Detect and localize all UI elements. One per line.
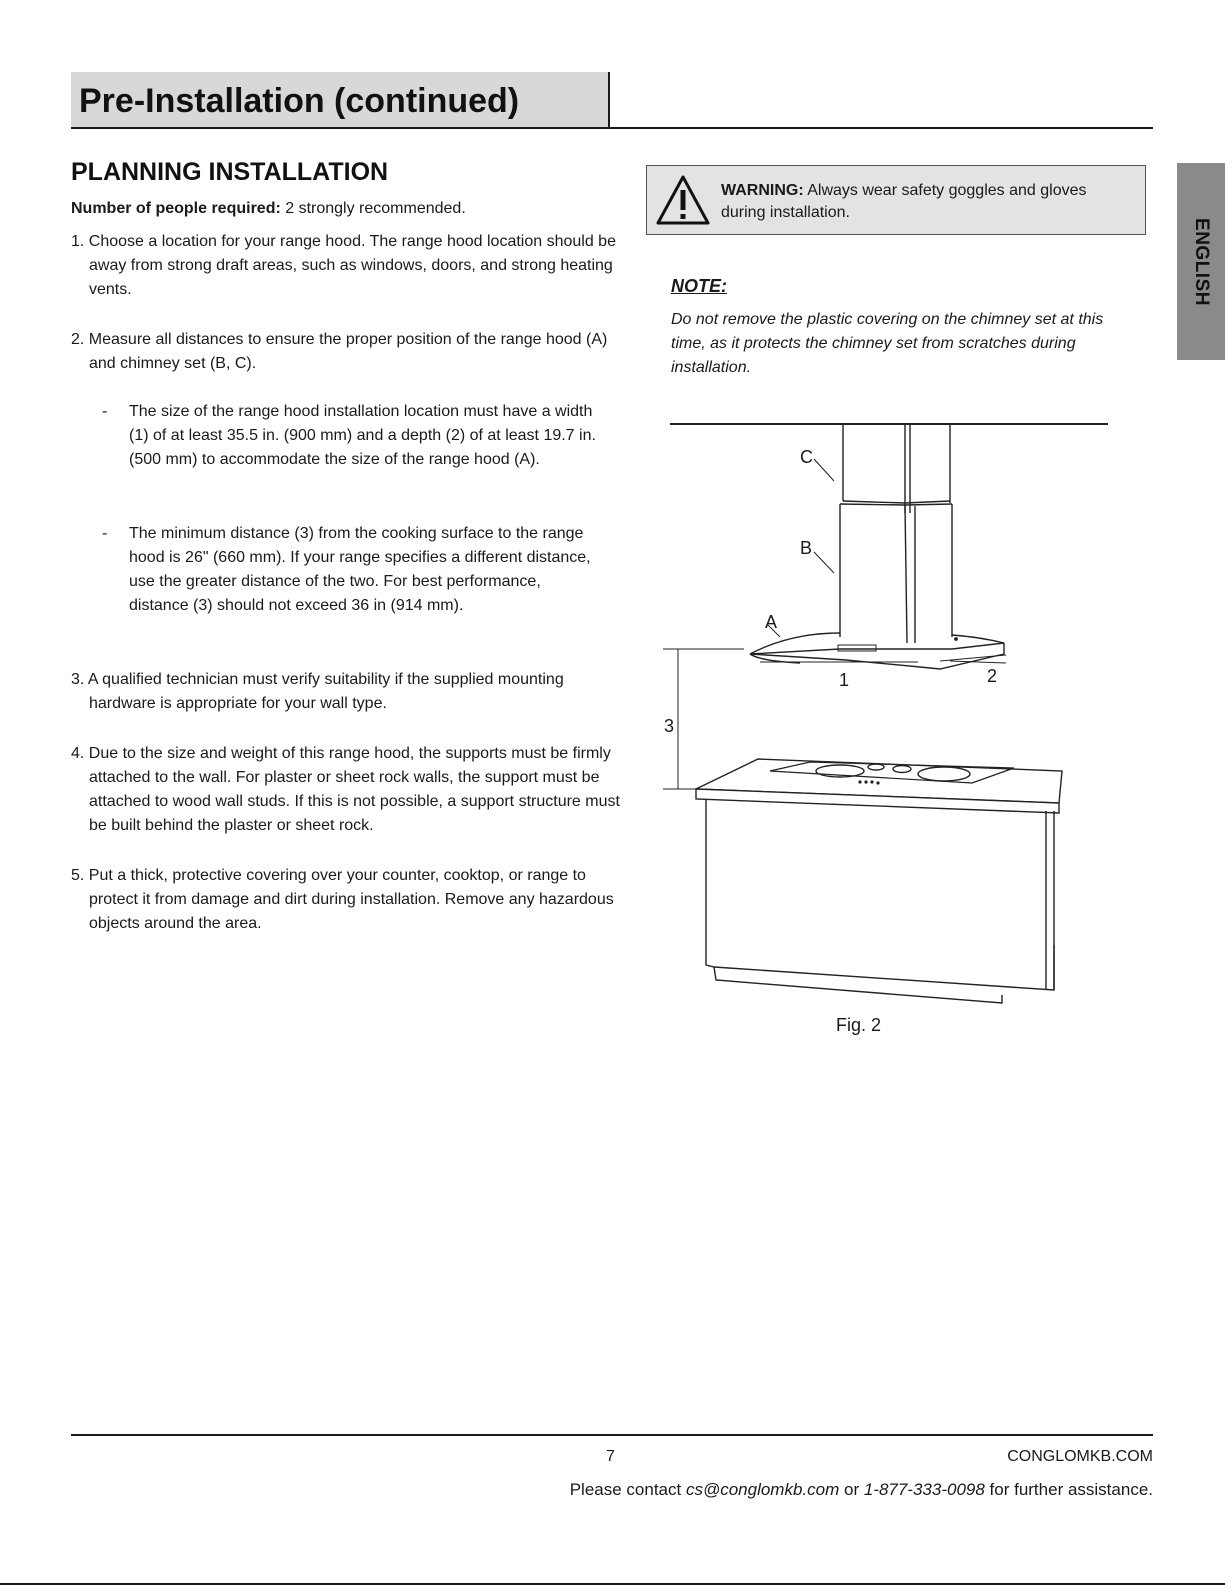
language-tab [1177, 163, 1225, 360]
step-2: 2. Measure all distances to ensure the proper position of the range hood (A) and chimney set (B, C). [71, 331, 608, 372]
warning-label: WARNING: [721, 182, 804, 199]
contact-email: cs@conglomkb.com [685, 1480, 840, 1499]
people-required-label: Number of people required: [71, 200, 281, 217]
contact-phone: 1-877-333-0098 [863, 1480, 985, 1499]
label-1: 1 [839, 670, 850, 690]
contact-mid: or [839, 1480, 864, 1499]
warning-triangle-icon [655, 174, 711, 226]
sub-step-2-text: The minimum distance (3) from the cooking surface to the range hood is 26" (660 mm). If your range specifies a different distance, use the greater distance of the two. For best performance, distance (3) should not exceed 36 in (914 mm). [129, 525, 591, 614]
page-number: 7 [606, 1448, 615, 1465]
sub-step-dash: - [102, 403, 108, 420]
label-2: 2 [987, 666, 998, 686]
step-1: 1. Choose a location for your range hood. The range hood location should be away from strong draft areas, such as windows, doors, and strong heating vents. [71, 233, 616, 298]
brand-url: CONGLOMKB.COM [1007, 1448, 1153, 1465]
step-5: 5. Put a thick, protective covering over your counter, cooktop, or range to protect it from damage and dirt during installation. Remove any hazardous objects around the area. [71, 867, 614, 932]
contact-suffix: for further assistance. [984, 1480, 1153, 1499]
warning-text [721, 180, 1133, 224]
language-tab-label: ENGLISH [1191, 217, 1212, 306]
hood-canopy [750, 633, 1004, 669]
footer-rule [71, 1434, 1153, 1436]
people-required-value: 2 strongly recommended. [280, 200, 466, 217]
warning-box [646, 165, 1146, 235]
contact-line [570, 1480, 1153, 1500]
chimney-upper [843, 424, 950, 513]
step-3: 3. A qualified technician must verify suitability if the supplied mounting hardware is appropriate for your wall type. [71, 671, 564, 712]
sub-step-1 [102, 400, 599, 472]
section-heading: PLANNING INSTALLATION [71, 158, 389, 186]
label-c: C [800, 447, 813, 467]
figure-caption: Fig. 2 [836, 1015, 882, 1035]
header-rule [71, 127, 1153, 129]
step-4: 4. Due to the size and weight of this range hood, the supports must be firmly attached to the wall. For plaster or sheet rock walls, the support must be attached to wood wall studs. If this is not possible, a support structure must be built behind the plaster or sheet rock. [71, 745, 620, 834]
contact-prefix: Please contact [569, 1480, 686, 1499]
kitchen-island [696, 759, 1062, 1003]
sub-step-dash: - [102, 525, 108, 542]
range-hood-figure [650, 405, 1130, 1025]
warning-message: Always wear safety goggles and gloves during installation. [721, 182, 1087, 221]
people-required [71, 200, 466, 218]
page-title: Pre-Installation (continued) [79, 82, 520, 120]
note-text: Do not remove the plastic covering on the chimney set at this time, as it protects the chimney set from scratches during installation. [671, 311, 1104, 376]
sub-step-1-text: The size of the range hood installation location must have a width (1) of at least 35.5 in. (900 mm) and a depth (2) of at least 19.7 in. (500 mm) to accommodate the size of the range hood (A). [129, 403, 596, 468]
sub-step-2 [102, 522, 599, 618]
note-heading: NOTE: [671, 276, 727, 296]
chimney-lower [840, 504, 952, 643]
label-b: B [800, 538, 813, 558]
label-a: A [765, 612, 778, 632]
header-bar [71, 72, 610, 128]
label-3: 3 [664, 716, 675, 736]
